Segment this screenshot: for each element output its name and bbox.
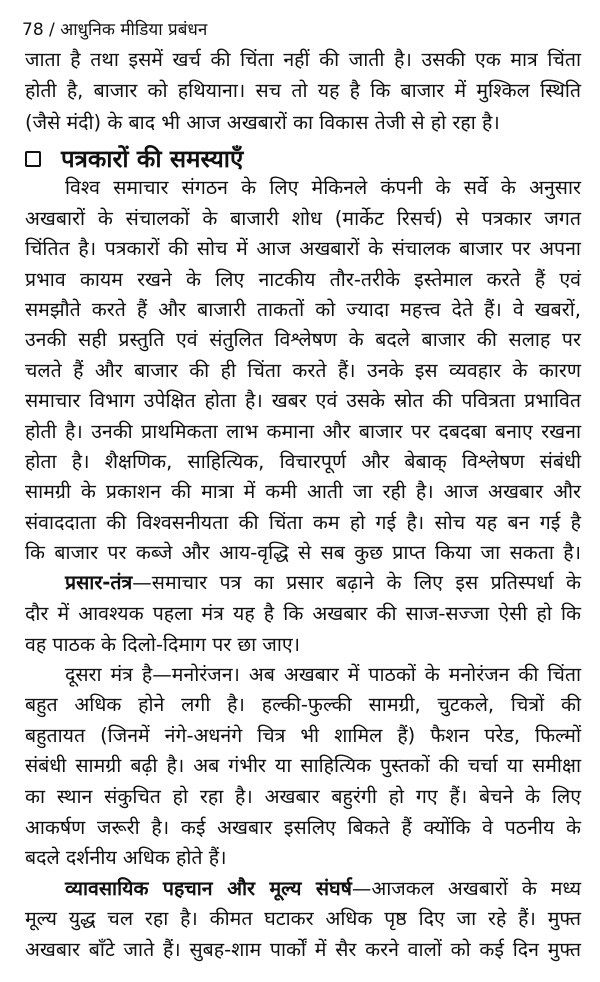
text-line: दौर में आवश्यक पहला मंत्र यह है कि अखबार की साज-सज्जा ऐसी हो कि xyxy=(25,602,581,626)
text-line: संबंधी सामग्री बढ़ी है। अब गंभीर या साहित्यिक पुस्तकों की चर्चा या समीक्षा xyxy=(25,754,581,778)
text-line: बहुतायत (जिनमें नंगे-अधनंगे चित्र भी शामिल हैं) फैशन परेड, फिल्मों xyxy=(25,723,581,747)
text-line: प्रसार-तंत्र—समाचार पत्र का प्रसार बढ़ाने के लिए इस प्रतिस्पर्धा के xyxy=(65,571,581,595)
text-line: होती है, बाजार को हथियाना। सच तो यह है कि बाजार में मुश्किल स्थिति xyxy=(25,79,581,103)
page-number: 78 xyxy=(22,20,44,40)
text-line: प्रभाव कायम रखने के लिए नाटकीय तौर-तरीके इस्तेमाल करते हैं एवं xyxy=(25,267,581,291)
text-line: अखबारों के संचालकों के बाजारी शोध (मार्केट रिसर्च) से पत्रकार जगत xyxy=(25,207,581,231)
bold-lead: व्यावसायिक पहचान और मूल्य संघर्ष xyxy=(65,876,352,900)
text-line: होती है। उनकी प्राथमिकता लाभ कमाना और बाजार पर दबदबा बनाए रखना xyxy=(25,420,581,443)
text-line: समझौते करते हैं और बाजारी ताकतों को ज्यादा महत्त्व देते हैं। वे खबरों, xyxy=(25,298,581,322)
text-line: जाता है तथा इसमें खर्च की चिंता नहीं की जाती है। उसकी एक मात्र चिंता xyxy=(25,48,581,71)
running-head xyxy=(22,18,207,42)
text-line: वह पाठक के दिलो-दिमाग पर छा जाए। xyxy=(25,632,301,656)
text-line: मूल्य युद्ध चल रहा है। कीमत घटाकर अधिक पृष्ठ दिए जा रहे हैं। मुफ्त xyxy=(25,907,581,931)
text-line: चलते हैं और बाजार की ही चिंता करते हैं। उनके इस व्यवहार के कारण xyxy=(25,358,581,382)
text-line: व्यावसायिक पहचान और मूल्य संघर्ष—आजकल अखबारों के मध्य xyxy=(65,876,582,900)
bold-lead: प्रसार-तंत्र xyxy=(65,571,133,595)
text-line: होता है। शैक्षणिक, साहित्यिक, विचारपूर्ण और बेबाक् विश्लेषण संबंधी xyxy=(25,449,581,473)
text-line: अखबार बाँटे जाते हैं। सुबह-शाम पार्कों में सैर करने वालों को कई दिन मुफ्त xyxy=(25,938,581,961)
book-title: आधुनिक मीडिया प्रबंधन xyxy=(60,20,208,40)
text-line: संवाददाता की विश्वसनीयता की चिंता कम हो गई है। सोच यह बन गई है xyxy=(25,511,581,535)
text-line: आकर्षण जरूरी है। कई अखबार इसलिए बिकते हैं क्योंकि वे पठनीय के xyxy=(25,815,581,839)
text-line: सामग्री के प्रकाशन की मात्रा में कमी आती जा रही है। आज अखबार और xyxy=(25,480,581,504)
text-line: का स्थान संकुचित हो रहा है। अखबार बहुरंगी हो गए हैं। बेचने के लिए xyxy=(25,784,581,808)
checkbox-square-icon xyxy=(25,151,41,167)
text-line: कि बाजार पर कब्जे और आय-वृद्धि से सब कुछ प्राप्त किया जा सकता है। xyxy=(25,540,581,564)
separator: / xyxy=(49,20,55,40)
text-line: समाचार विभाग उपेक्षित होता है। खबर एवं उसके स्रोत की पवित्रता प्रभावित xyxy=(25,389,581,413)
text-line: विश्व समाचार संगठन के लिए मेकिनले कंपनी के सर्वे के अनुसार xyxy=(65,175,581,199)
text-line: दूसरा मंत्र है—मनोरंजन। अब अखबार में पाठकों के मनोरंजन की चिंता xyxy=(65,662,581,686)
text-line: चिंतित है। पत्रकारों की सोच में आज अखबारों के संचालक बाजार पर अपना xyxy=(25,237,581,261)
text-line: (जैसे मंदी) के बाद भी आज अखबारों का विकास तेजी से हो रहा है। xyxy=(25,110,500,134)
text-line: बदले दर्शनीय अधिक होते हैं। xyxy=(25,846,227,870)
text-line: बहुत अधिक होने लगी है। हल्की-फुल्की सामग्री, चुटकले, चित्रों की xyxy=(25,693,581,717)
text-line: उनकी सही प्रस्तुति एवं संतुलित विश्लेषण के बदले बाजार की सलाह पर xyxy=(25,328,581,352)
section-title: पत्रकारों की समस्याएँ xyxy=(61,145,244,174)
